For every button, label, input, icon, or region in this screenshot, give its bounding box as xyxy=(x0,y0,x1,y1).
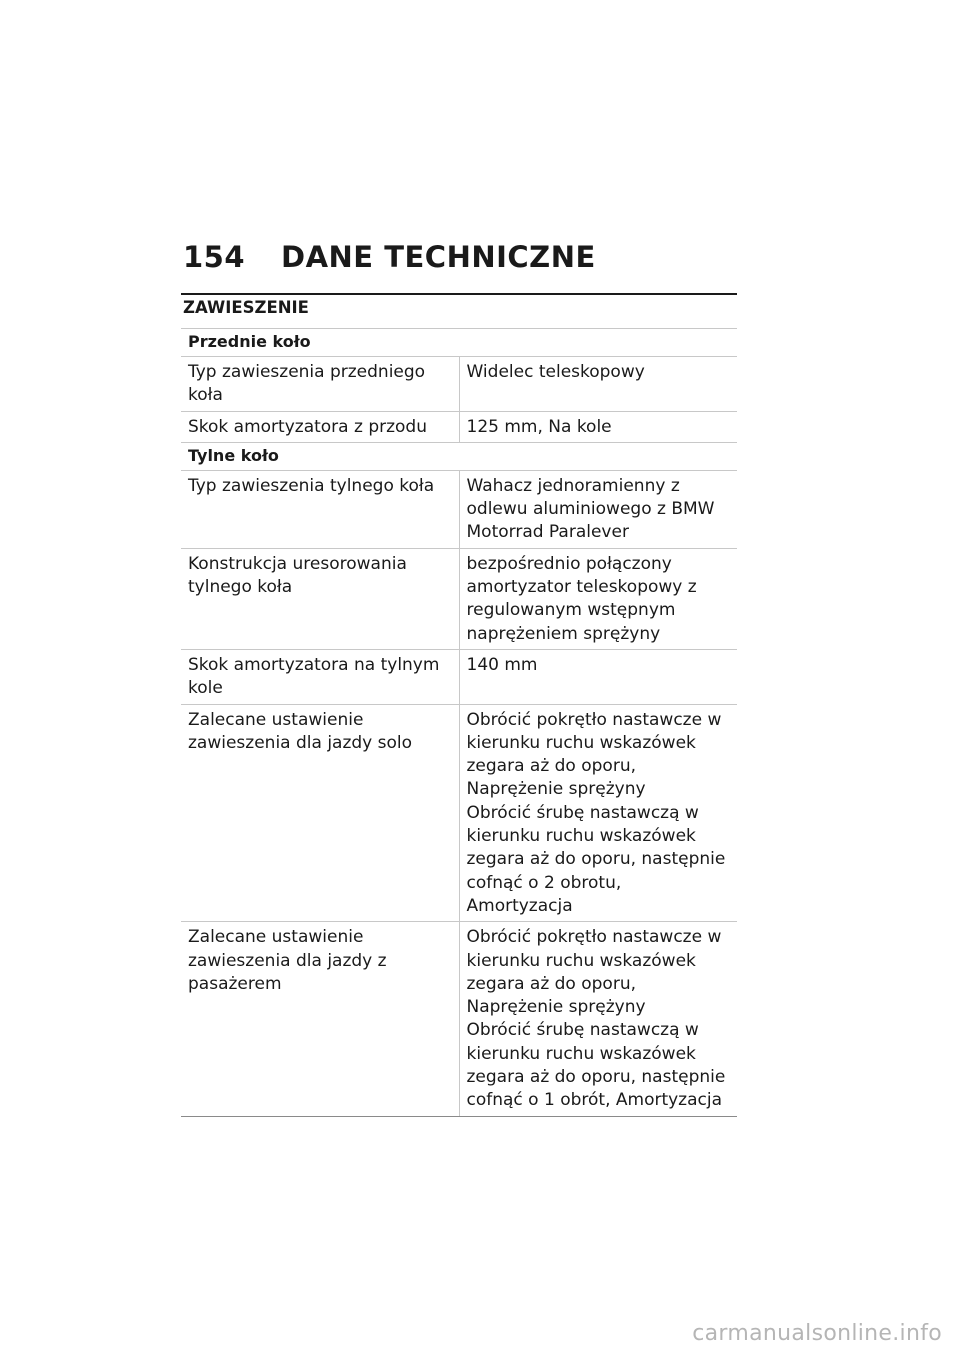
spec-value-line: 125 mm, Na kole xyxy=(466,416,612,437)
spec-label: Typ zawieszenia przedniego koła xyxy=(181,357,459,412)
spec-label: Zalecane ustawienie zawieszenia dla jazdy z pasażerem xyxy=(181,922,459,1116)
table-row xyxy=(181,357,737,412)
spec-value xyxy=(459,411,737,442)
spec-value xyxy=(459,704,737,922)
table-row xyxy=(181,704,737,922)
spec-value-line: Obrócić pokrętło nastawcze w kierunku ruchu wskazówek zegara aż do oporu, Naprężenie sprężyny xyxy=(466,927,722,1018)
table-row xyxy=(181,411,737,442)
spec-value-line: Widelec teleskopowy xyxy=(466,362,645,382)
subheading-row xyxy=(181,329,737,357)
spec-value xyxy=(459,470,737,548)
rear-wheel-heading: Tylne koło xyxy=(181,442,737,470)
spec-value xyxy=(459,548,737,649)
suspension-section xyxy=(181,293,737,1117)
spec-value-line: Obrócić śrubę nastawczą w kierunku ruchu wskazówek zegara aż do oporu, następnie cofnąć o 2 obrotu, Amortyzacja xyxy=(466,802,726,916)
spec-label: Konstrukcja uresorowania tylnego koła xyxy=(181,548,459,649)
spec-label: Skok amortyzatora z przodu xyxy=(181,411,459,442)
spec-value xyxy=(459,649,737,704)
spec-label: Skok amortyzatora na tylnym kole xyxy=(181,649,459,704)
spec-value-line: Obrócić pokrętło nastawcze w kierunku ruchu wskazówek zegara aż do oporu, Naprężenie sprężyny xyxy=(466,709,722,800)
subheading-row xyxy=(181,442,737,470)
suspension-spec-table xyxy=(181,328,737,1117)
section-title: ZAWIESZENIE xyxy=(183,298,309,317)
spec-label: Typ zawieszenia tylnego koła xyxy=(181,470,459,548)
table-row xyxy=(181,470,737,548)
spec-value-line: Obrócić śrubę nastawczą w kierunku ruchu wskazówek zegara aż do oporu, następnie cofnąć o 1 obrót, Amortyzacja xyxy=(466,1020,726,1111)
front-wheel-heading: Przednie koło xyxy=(181,329,737,357)
table-row xyxy=(181,649,737,704)
table-row xyxy=(181,548,737,649)
chapter-title: DANE TECHNICZNE xyxy=(281,240,596,274)
page-number: 154 xyxy=(183,240,246,274)
watermark: carmanualsonline.info xyxy=(692,1321,942,1346)
table-row xyxy=(181,922,737,1116)
spec-value xyxy=(459,357,737,412)
spec-value-line: 140 mm xyxy=(466,654,538,675)
spec-label: Zalecane ustawienie zawieszenia dla jazdy solo xyxy=(181,704,459,922)
spec-value xyxy=(459,922,737,1116)
spec-value-line: Wahacz jednoramienny z odlewu aluminiowego z BMW Motorrad Paralever xyxy=(466,475,715,543)
spec-value-line: bezpośrednio połączony amortyzator teleskopowy z regulowanym wstępnym naprężeniem sprężyny xyxy=(466,553,697,644)
